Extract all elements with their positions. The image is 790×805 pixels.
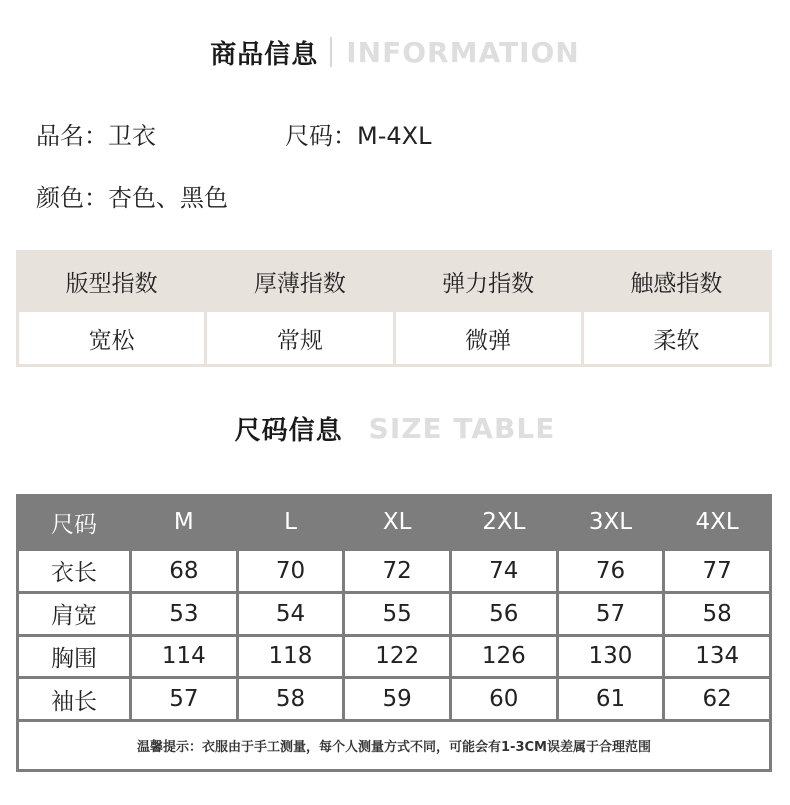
- table-row: [18, 635, 771, 678]
- title-divider: [330, 37, 332, 67]
- measurement-note: 温馨提示：衣服由于手工测量，每个人测量方式不同，可能会有1-3CM误差属于合理范围: [18, 721, 771, 771]
- measure-value: 134: [664, 635, 771, 678]
- measure-value: 55: [344, 592, 451, 635]
- info-title-cn: 商品信息: [210, 39, 319, 70]
- measure-value: 57: [131, 678, 238, 721]
- measure-value: 74: [450, 549, 557, 592]
- measure-value: 53: [131, 592, 238, 635]
- attribute-value: 常规: [206, 311, 394, 366]
- attribute-header: 触感指数: [582, 252, 770, 311]
- product-size-range: 尺码：M-4XL: [285, 122, 432, 150]
- info-title-en: INFORMATION: [346, 35, 580, 69]
- measure-value: 122: [344, 635, 451, 678]
- attribute-header: 版型指数: [18, 252, 206, 311]
- table-row: [18, 678, 771, 721]
- measure-value: 58: [237, 678, 344, 721]
- info-section-title: [0, 32, 790, 72]
- size-header-row: [18, 496, 771, 550]
- measure-label: 袖长: [18, 678, 131, 721]
- measure-value: 54: [237, 592, 344, 635]
- size-header: XL: [344, 496, 451, 550]
- measure-value: 68: [131, 549, 238, 592]
- measure-value: 70: [237, 549, 344, 592]
- attribute-table: [16, 250, 772, 367]
- measure-value: 59: [344, 678, 451, 721]
- measure-value: 62: [664, 678, 771, 721]
- measure-value: 77: [664, 549, 771, 592]
- attribute-value-row: [18, 311, 771, 366]
- size-header: 2XL: [450, 496, 557, 550]
- size-title-cn: 尺码信息: [234, 415, 343, 446]
- size-header-label: 尺码: [18, 496, 131, 550]
- size-header: L: [237, 496, 344, 550]
- attribute-value: 宽松: [18, 311, 206, 366]
- measure-label: 衣长: [18, 549, 131, 592]
- size-header: 3XL: [557, 496, 664, 550]
- size-header: M: [131, 496, 238, 550]
- measure-value: 76: [557, 549, 664, 592]
- size-header: 4XL: [664, 496, 771, 550]
- measure-value: 60: [450, 678, 557, 721]
- product-name: 品名：卫衣: [36, 122, 156, 150]
- attribute-header-row: [18, 252, 771, 311]
- table-row: [18, 549, 771, 592]
- measure-value: 57: [557, 592, 664, 635]
- measure-value: 130: [557, 635, 664, 678]
- note-row: [18, 721, 771, 771]
- attribute-value: 微弹: [394, 311, 582, 366]
- measure-label: 胸围: [18, 635, 131, 678]
- size-title-en: SIZE TABLE: [368, 411, 556, 445]
- measure-value: 56: [450, 592, 557, 635]
- measure-value: 114: [131, 635, 238, 678]
- attribute-header: 厚薄指数: [206, 252, 394, 311]
- measure-value: 118: [237, 635, 344, 678]
- size-table: [16, 494, 772, 772]
- size-section-title: [0, 408, 790, 448]
- measure-label: 肩宽: [18, 592, 131, 635]
- measure-value: 61: [557, 678, 664, 721]
- attribute-value: 柔软: [582, 311, 770, 366]
- measure-value: 58: [664, 592, 771, 635]
- attribute-header: 弹力指数: [394, 252, 582, 311]
- measure-value: 126: [450, 635, 557, 678]
- table-row: [18, 592, 771, 635]
- product-colors: 颜色：杏色、黑色: [36, 184, 228, 212]
- measure-value: 72: [344, 549, 451, 592]
